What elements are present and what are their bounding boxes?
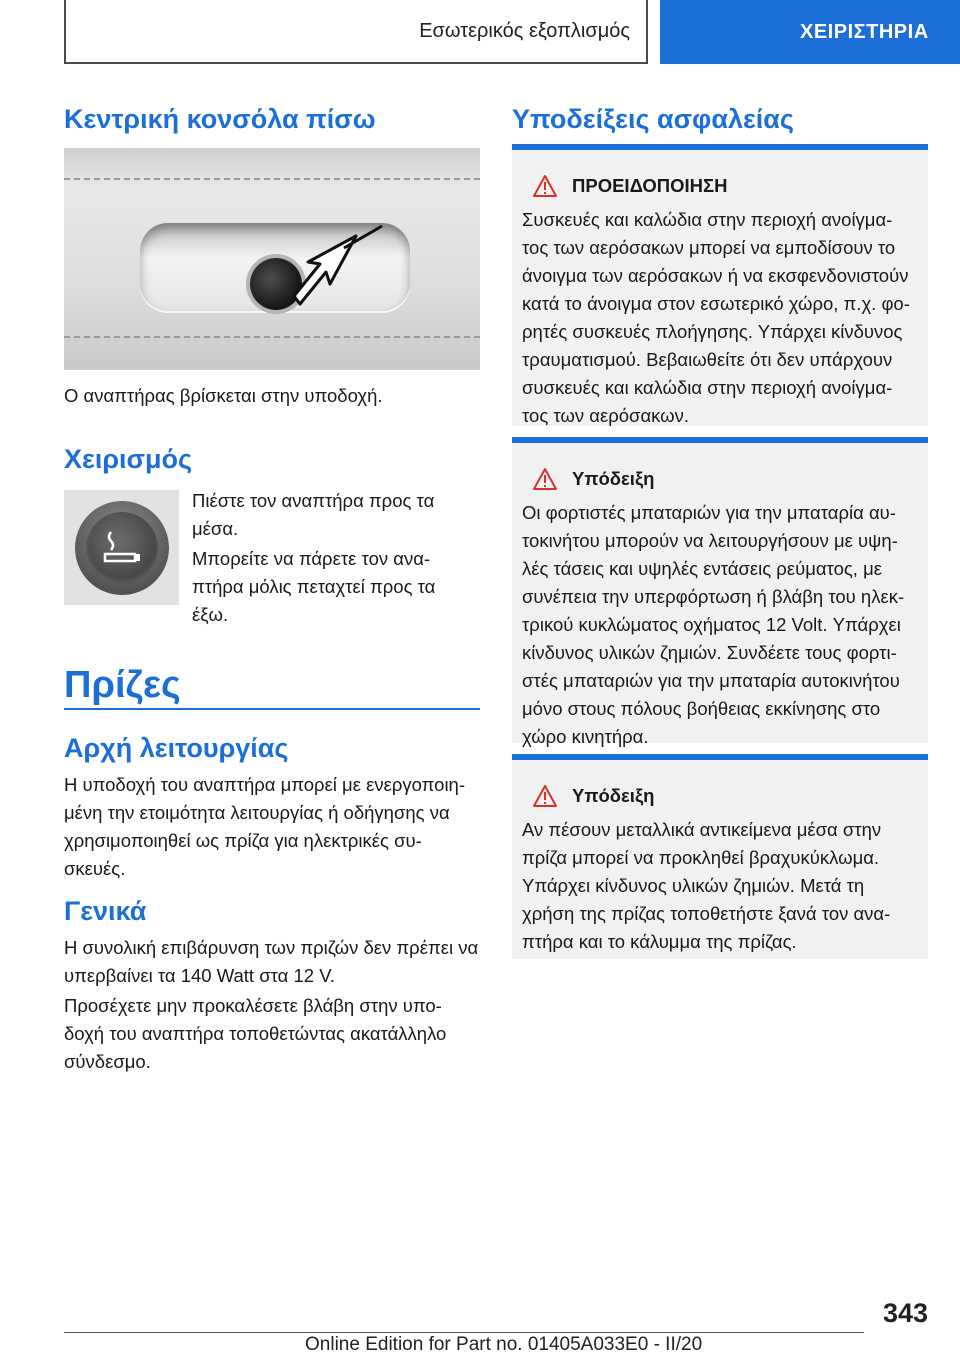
hint-note-chargers xyxy=(512,437,928,747)
principle-heading: Αρχή λειτουργίας xyxy=(64,733,289,763)
hint-note-title: Υπόδειξη xyxy=(572,785,655,806)
general-heading: Γενικά xyxy=(64,896,147,926)
warning-note-title: ΠΡΟΕΙΔΟΠΟΙΗΣΗ xyxy=(572,175,728,196)
warning-triangle-icon xyxy=(532,174,558,198)
operation-step-2: Μπορείτε να πάρετε τον ανα-πτήρα μόλις πεταχτεί προς τα έξω. xyxy=(192,548,436,625)
footer-divider xyxy=(64,1332,864,1333)
sockets-divider xyxy=(64,708,480,710)
header-chapter-text: ΧΕΙΡΙΣΤΗΡΙΑ xyxy=(800,20,929,43)
hint-note-text: Οι φορτιστές μπαταριών για την μπαταρία αυ-τοκινήτου μπορούν να λειτουργήσουν με υψη-λές τάσεις και υψηλές εντάσεις ρεύματος, με συνέπεια την υπερφόρτωση ή βλάβη του ηλεκ-τρικού κυκλώματος οχήματος 12 Volt. Υπάρχει κίνδυνος υλικών ζημιών. Συνδέετε τους φορτι-στές μπαταριών για την μπαταρία αυτοκινήτου μόνο στους πόλους βοήθειας εκκίνησης στο χώρο κινητήρα. xyxy=(522,502,905,747)
hint-note-text: Αν πέσουν μεταλλικά αντικείμενα μέσα στην πρίζα μπορεί να προκληθεί βραχυκύκλωμα. Υπάρχει κίνδυνος υλικών ζημιών. Μετά τη χρήση της πρίζας τοποθετήστε ξανά τον ανα-πτήρα και το κάλυμμα της πρίζας. xyxy=(522,819,891,952)
warning-note xyxy=(512,144,928,426)
edition-footer: Online Edition for Part no. 01405A033E0 - II/20 xyxy=(305,1334,703,1355)
rear-console-photo xyxy=(64,148,480,370)
hint-note-title: Υπόδειξη xyxy=(572,468,655,489)
general-text-1: Η συνολική επιβάρυνση των πριζών δεν πρέπει να υπερβαίνει τα 140 Watt στα 12 V. xyxy=(64,937,479,986)
operation-heading: Χειρισμός xyxy=(64,444,193,474)
sockets-heading: Πρίζες xyxy=(64,664,181,706)
header-section-text: Εσωτερικός εξοπλισμός xyxy=(419,19,630,42)
operation-step-1: Πιέστε τον αναπτήρα προς τα μέσα. xyxy=(192,490,435,539)
general-text-2: Προσέχετε μην προκαλέσετε βλάβη στην υπο-δοχή του αναπτήρα τοποθετώντας ακατάλληλο σύνδεσμο. xyxy=(64,995,447,1072)
rear-console-heading: Κεντρική κονσόλα πίσω xyxy=(64,104,376,134)
header-section-label xyxy=(64,0,648,64)
lighter-button-image xyxy=(64,490,179,605)
safety-heading: Υποδείξεις ασφαλείας xyxy=(512,104,794,134)
page-number: 343 xyxy=(882,1298,928,1328)
warning-triangle-icon xyxy=(532,467,558,491)
warning-triangle-icon xyxy=(532,784,558,808)
hint-note-metal xyxy=(512,754,928,959)
photo-caption: Ο αναπτήρας βρίσκεται στην υποδοχή. xyxy=(64,385,383,406)
cigarette-lighter-icon xyxy=(99,528,145,568)
header-chapter-tab xyxy=(660,0,960,64)
warning-note-text: Συσκευές και καλώδια στην περιοχή ανοίγμα-τος των αερόσακων μπορεί να εμποδίσουν το άνοιγμα των αερόσακων ή να εκσφενδονιστούν κατά το άνοιγμα στον εσωτερικό χώρο, π.χ. φο-ρητές συσκευές πλοήγησης. Υπάρχει κίνδυνος τραυματισμού. Βεβαιωθείτε ότι δεν υπάρχουν συσκευές και καλώδια στην περιοχή ανοίγμα-τος των αερόσακων. xyxy=(522,209,910,426)
principle-text: Η υποδοχή του αναπτήρα μπορεί με ενεργοποιη-μένη την ετοιμότητα λειτουργίας ή οδήγησης να χρησιμοποιηθεί ως πρίζα για ηλεκτρικές συ-σκευές. xyxy=(64,774,466,879)
pointer-arrow-icon xyxy=(286,218,396,308)
